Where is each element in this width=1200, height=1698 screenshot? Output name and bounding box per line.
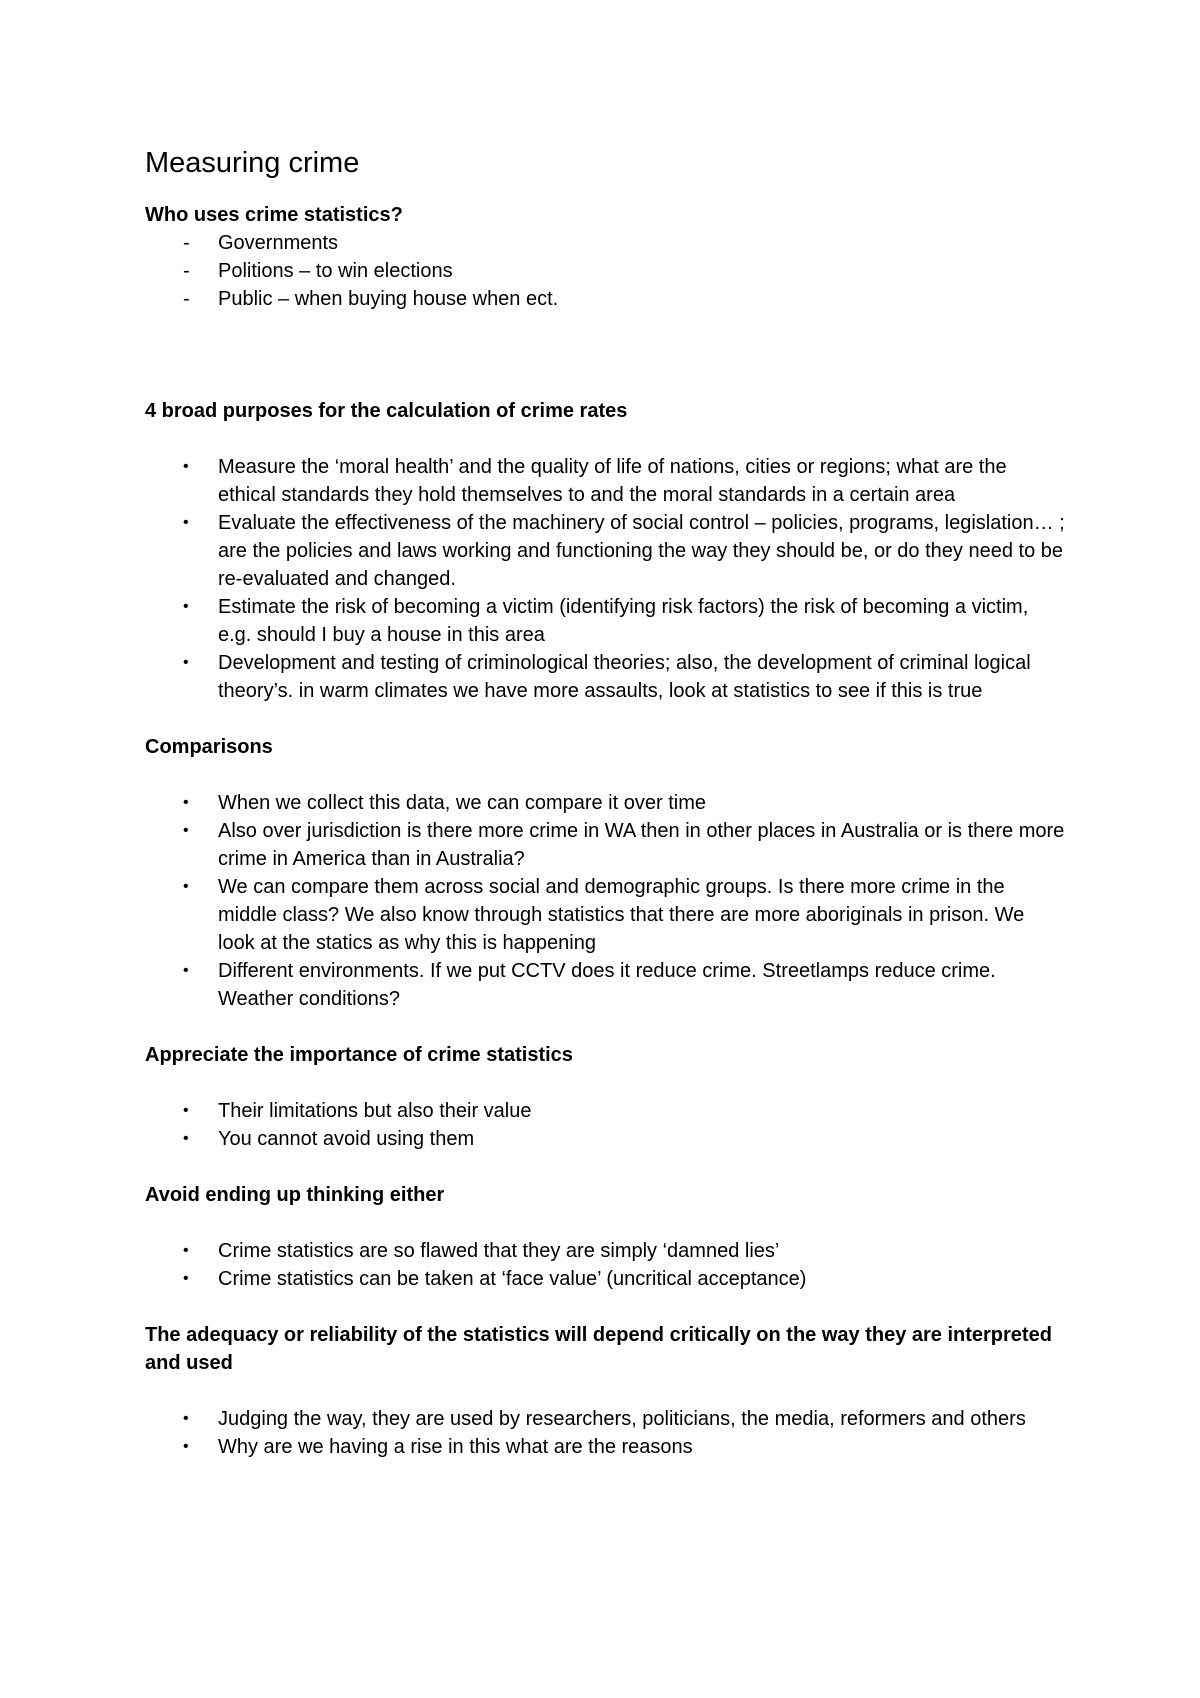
- bullet-marker: •: [183, 458, 189, 475]
- spacer: [145, 1293, 1065, 1321]
- list-item-text: Evaluate the effectiveness of the machinery of social control – policies, programs, legislation… ; are the policies and laws working and functioning the way they should be, or do they need to be re-evaluated and changed.: [218, 512, 1065, 590]
- list-item: [145, 1265, 1065, 1293]
- importance-list: [145, 1097, 1065, 1153]
- bullet-marker: •: [183, 1438, 189, 1455]
- bullet-marker: •: [183, 822, 189, 839]
- bullet-marker: •: [183, 1242, 189, 1259]
- bullet-marker: •: [183, 654, 189, 671]
- bullet-marker: •: [183, 1130, 189, 1147]
- bullet-marker: •: [183, 962, 189, 979]
- list-item: [145, 873, 1065, 957]
- list-item: [145, 957, 1065, 1013]
- spacer: [145, 1069, 1065, 1097]
- list-item-text: When we collect this data, we can compare it over time: [218, 792, 706, 814]
- list-item: [145, 593, 1065, 649]
- spacer: [145, 705, 1065, 733]
- list-item-text: Crime statistics can be taken at ‘face value’ (uncritical acceptance): [218, 1268, 807, 1290]
- list-item: [145, 453, 1065, 509]
- list-item-text: Governments: [218, 232, 339, 254]
- bullet-marker: •: [183, 1102, 189, 1119]
- list-item: [145, 1097, 1065, 1125]
- spacer: [145, 761, 1065, 789]
- list-item: [145, 789, 1065, 817]
- list-item-text: Measure the ‘moral health’ and the quality of life of nations, cities or regions; what are the ethical standards they hold themselves to and the moral standards in a certain area: [218, 456, 1007, 506]
- dash-marker: -: [183, 232, 190, 254]
- purposes-list: [145, 453, 1065, 705]
- list-item: [145, 257, 1065, 285]
- list-item: [145, 1125, 1065, 1153]
- bullet-marker: •: [183, 1270, 189, 1287]
- adequacy-list: [145, 1405, 1065, 1461]
- section-heading-avoid: Avoid ending up thinking either: [145, 1184, 445, 1206]
- spacer: [145, 369, 1065, 397]
- section-heading-users: Who uses crime statistics?: [145, 204, 403, 226]
- bullet-marker: •: [183, 1410, 189, 1427]
- spacer: [145, 425, 1065, 453]
- list-item: [145, 509, 1065, 593]
- list-item-text: Development and testing of criminological theories; also, the development of criminal logical theory’s. in warm climates we have more assaults, look at statistics to see if this is true: [218, 652, 1031, 702]
- list-item-text: Why are we having a rise in this what are the reasons: [218, 1436, 693, 1458]
- bullet-marker: •: [183, 794, 189, 811]
- list-item-text: You cannot avoid using them: [218, 1128, 475, 1150]
- list-item-text: Politions – to win elections: [218, 260, 453, 282]
- dash-marker: -: [183, 288, 190, 310]
- spacer: [145, 1377, 1065, 1405]
- users-list: [145, 229, 1065, 313]
- comparisons-list: [145, 789, 1065, 1013]
- section-heading-importance: Appreciate the importance of crime statistics: [145, 1044, 573, 1066]
- spacer: [145, 1209, 1065, 1237]
- bullet-marker: •: [183, 514, 189, 531]
- spacer: [145, 313, 1065, 369]
- spacer: [145, 1153, 1065, 1181]
- section-heading-comparisons: Comparisons: [145, 736, 273, 758]
- spacer: [145, 1013, 1065, 1041]
- list-item-text: Their limitations but also their value: [218, 1100, 532, 1122]
- list-item: [145, 285, 1065, 313]
- section-heading-adequacy: The adequacy or reliability of the statistics will depend critically on the way they are interpreted and used: [145, 1324, 1052, 1374]
- document-title: Measuring crime: [145, 147, 360, 179]
- list-item-text: Also over jurisdiction is there more crime in WA then in other places in Australia or is there more crime in America than in Australia?: [218, 820, 1065, 870]
- list-item: [145, 1237, 1065, 1265]
- list-item-text: Different environments. If we put CCTV does it reduce crime. Streetlamps reduce crime. Weather conditions?: [218, 960, 996, 1010]
- bullet-marker: •: [183, 598, 189, 615]
- list-item-text: Crime statistics are so flawed that they are simply ‘damned lies’: [218, 1240, 780, 1262]
- list-item-text: Public – when buying house when ect.: [218, 288, 559, 310]
- list-item-text: Judging the way, they are used by researchers, politicians, the media, reformers and others: [218, 1408, 1026, 1430]
- section-heading-purposes: 4 broad purposes for the calculation of crime rates: [145, 400, 628, 422]
- dash-marker: -: [183, 260, 190, 282]
- list-item-text: We can compare them across social and demographic groups. Is there more crime in the middle class? We also know through statistics that there are more aboriginals in prison. We look at the statics as why this is happening: [218, 876, 1025, 954]
- avoid-list: [145, 1237, 1065, 1293]
- list-item-text: Estimate the risk of becoming a victim (identifying risk factors) the risk of becoming a victim, e.g. should I buy a house in this area: [218, 596, 1029, 646]
- list-item: [145, 229, 1065, 257]
- list-item: [145, 1433, 1065, 1461]
- document-page: [145, 143, 1065, 1461]
- list-item: [145, 1405, 1065, 1433]
- list-item: [145, 817, 1065, 873]
- bullet-marker: •: [183, 878, 189, 895]
- list-item: [145, 649, 1065, 705]
